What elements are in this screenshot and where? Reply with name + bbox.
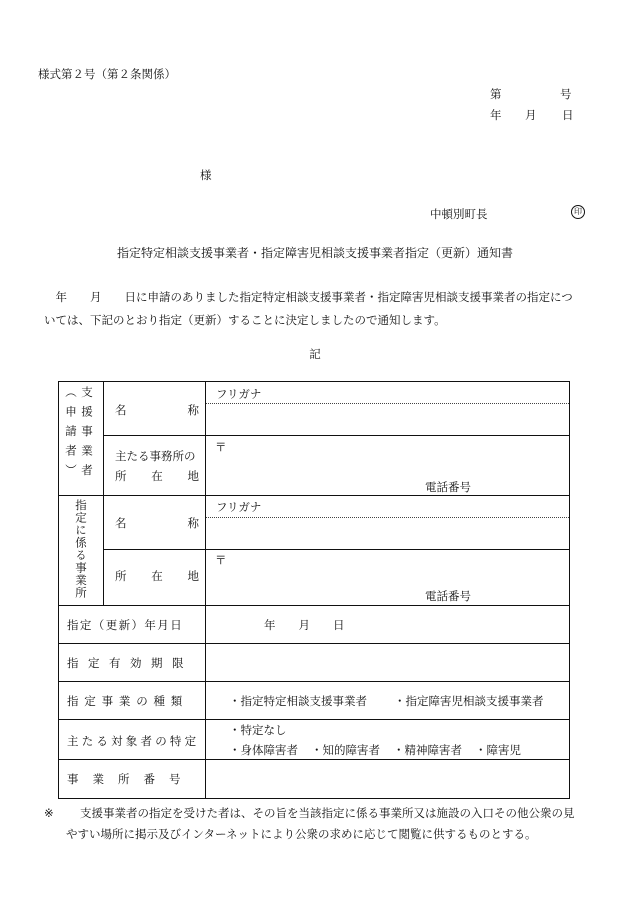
footnote-line1: 支援事業者の指定を受けた者は、その旨を当該指定に係る事業所又は施設の入口その他公衆の見 (80, 806, 575, 820)
phone-label: 電話番号 (425, 589, 471, 603)
business-type-option-2: ・指定障害児相談支援事業者 (394, 694, 544, 708)
target-none: ・特定なし (229, 723, 287, 737)
row-divider (103, 549, 569, 550)
furigana-divider (205, 517, 569, 518)
date-month: 月 (525, 108, 537, 122)
target-label: 主たる対象者の特定 (67, 734, 200, 748)
location-label: 所 在 地 (115, 469, 199, 483)
form-number: 様式第２号（第２条関係） (38, 67, 176, 81)
row-divider (59, 495, 569, 496)
row-divider (103, 435, 569, 436)
footnote-line2: やすい場所に掲示及びインターネットにより公衆の求めに応じて閲覧に供するものとする。 (66, 827, 537, 841)
validity-label: 指定有効期限 (67, 656, 193, 670)
office-label-line1: 主たる事務所の (115, 449, 196, 463)
date-day: 日 (562, 108, 574, 122)
location-label: 所 在 地 (115, 569, 199, 583)
phone-label: 電話番号 (425, 480, 471, 494)
name-label: 名 称 (115, 403, 199, 417)
furigana-label: フリガナ (216, 500, 262, 514)
target-child: ・障害児 (475, 743, 521, 757)
body-paragraph: 年 月 日に申請のありました指定特定相談支援事業者・指定障害児相談支援事業者の指定については、下記のとおり指定（更新）することに決定しましたので通知します。 (44, 290, 573, 327)
ki-heading: 記 (309, 347, 321, 361)
row-divider (59, 719, 569, 720)
row-divider (59, 681, 569, 682)
date-year: 年 (490, 108, 502, 122)
business-type-label: 指定事業の種類 (67, 694, 189, 708)
issuer-name: 中頓別町長 (430, 207, 488, 221)
designation-date-value: 年 月 日 (264, 618, 345, 632)
document-number-prefix: 第 (490, 87, 502, 101)
designation-date-label: 指定（更新）年月日 (67, 618, 184, 632)
column-divider (205, 382, 206, 798)
office-number-label: 事業所番号 (67, 772, 195, 786)
applicant-label: （申請者） (64, 386, 78, 484)
designated-office-label: 指定に係る事業所 (74, 499, 88, 599)
target-intellectual: ・知的障害者 (311, 743, 380, 757)
row-divider (59, 759, 569, 760)
postal-mark: 〒 (215, 440, 227, 454)
column-divider (103, 382, 104, 605)
seal-mark: 印 (571, 205, 585, 219)
target-mental: ・精神障害者 (393, 743, 462, 757)
furigana-label: フリガナ (216, 387, 262, 401)
addressee-suffix: 様 (200, 168, 212, 182)
row-divider (59, 643, 569, 644)
furigana-divider (205, 403, 569, 404)
target-physical: ・身体障害者 (229, 743, 298, 757)
name-label: 名 称 (115, 516, 199, 530)
footnote-mark: ※ (44, 806, 54, 820)
postal-mark: 〒 (215, 553, 227, 567)
document-title: 指定特定相談支援事業者・指定障害児相談支援事業者指定（更新）通知書 (116, 246, 513, 260)
business-type-option-1: ・指定特定相談支援事業者 (229, 694, 367, 708)
document-number-suffix: 号 (560, 87, 572, 101)
applicant-label-b: 支援事業者 (80, 386, 94, 484)
designation-table (58, 381, 570, 799)
row-divider (59, 605, 569, 606)
